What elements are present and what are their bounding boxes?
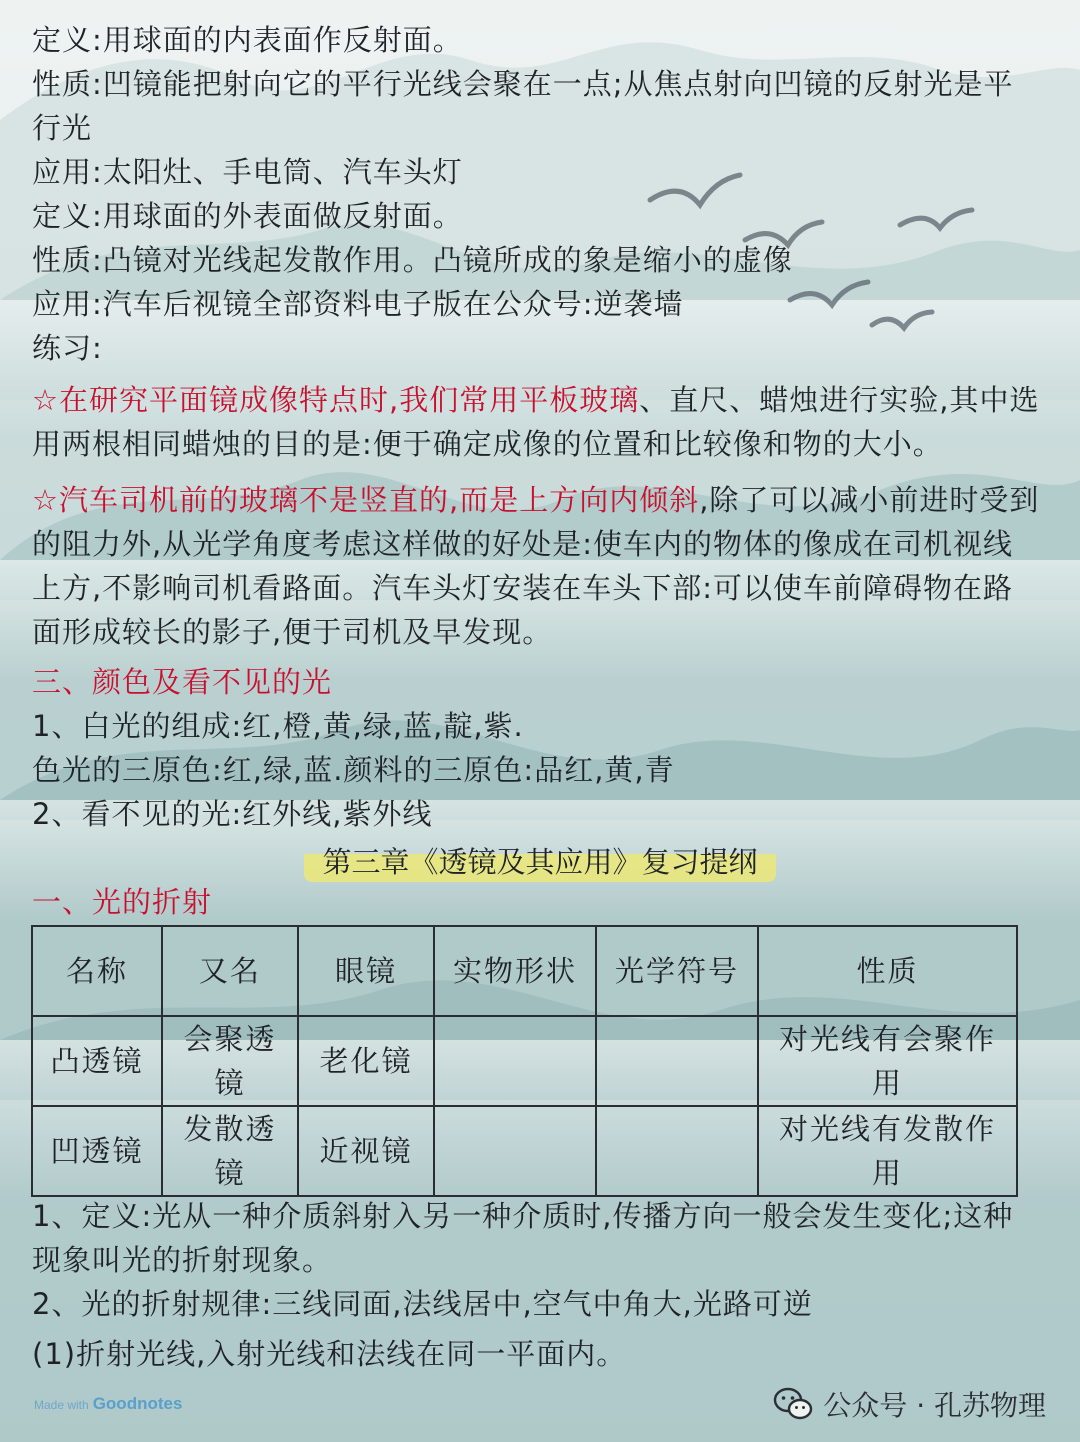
convex-mirror-property: 性质:凸镜对光线起发散作用。凸镜所成的象是缩小的虚像 xyxy=(32,243,793,277)
section-3-heading: 三、颜色及看不见的光 xyxy=(32,665,333,699)
table-header-cell: 名称 xyxy=(32,926,162,1016)
practice-question-1 xyxy=(32,378,1040,466)
refraction-law-item-1: (1)折射光线,入射光线和法线在同一平面内。 xyxy=(32,1337,627,1371)
practice-question-2-rest: ,除了可以减小前进时受到的阻力外,从光学角度考虑这样做的好处是:使车内的物体的像成在司机视线上方,不影响司机看路面。汽车头灯安装在车头下部:可以使车前障碍物在路面形成较长的影子,便于司机及早发现。 xyxy=(32,483,1040,649)
wechat-account-label: 公众号 · 孔苏物理 xyxy=(823,1389,1046,1422)
table-cell: 近视镜 xyxy=(298,1106,434,1196)
table-header-row xyxy=(32,926,1017,1016)
chapter-title-wrap xyxy=(0,842,1080,882)
table-row xyxy=(32,1106,1017,1196)
table-row xyxy=(32,1016,1017,1106)
practice-question-1-rest: 、直尺、蜡烛进行实验,其中选用两根相同蜡烛的目的是:便于确定成像的位置和比较像和物的大小。 xyxy=(32,383,1040,461)
table-cell: 老化镜 xyxy=(298,1016,434,1106)
invisible-light: 2、看不见的光:红外线,紫外线 xyxy=(32,797,433,831)
table-cell xyxy=(434,1016,596,1106)
table-header-cell: 又名 xyxy=(162,926,298,1016)
refraction-heading: 一、光的折射 xyxy=(32,885,213,919)
practice-question-2 xyxy=(32,478,1040,654)
table-cell xyxy=(434,1106,596,1196)
concave-mirror-definition: 定义:用球面的内表面作反射面。 xyxy=(32,23,463,57)
table-cell: 会聚透镜 xyxy=(162,1016,298,1106)
convex-mirror-definition: 定义:用球面的外表面做反射面。 xyxy=(32,199,463,233)
table-cell xyxy=(596,1106,758,1196)
table-header-cell: 眼镜 xyxy=(298,926,434,1016)
goodnotes-watermark xyxy=(34,1394,182,1414)
practice-question-2-highlight: ☆汽车司机前的玻璃不是竖直的,而是上方向内倾斜 xyxy=(32,483,700,517)
made-with-label: Made with xyxy=(34,1398,89,1412)
primary-colors: 色光的三原色:红,绿,蓝.颜料的三原色:品红,黄,青 xyxy=(32,753,675,787)
table-cell: 发散透镜 xyxy=(162,1106,298,1196)
practice-question-1-highlight: ☆在研究平面镜成像特点时,我们常用平板玻璃 xyxy=(32,383,640,417)
table-header-cell: 性质 xyxy=(758,926,1017,1016)
lens-comparison-table xyxy=(31,925,1018,1197)
table-header-cell: 实物形状 xyxy=(434,926,596,1016)
refraction-law: 2、光的折射规律:三线同面,法线居中,空气中角大,光路可逆 xyxy=(32,1287,813,1321)
convex-mirror-application: 应用:汽车后视镜全部资料电子版在公众号:逆袭墙 xyxy=(32,287,684,321)
table-header-cell: 光学符号 xyxy=(596,926,758,1016)
practice-label: 练习: xyxy=(32,331,103,365)
white-light-composition: 1、白光的组成:红,橙,黄,绿,蓝,靛,紫. xyxy=(32,709,524,743)
table-cell: 对光线有发散作用 xyxy=(758,1106,1017,1196)
goodnotes-label: Goodnotes xyxy=(92,1394,183,1413)
table-cell: 凹透镜 xyxy=(32,1106,162,1196)
table-cell: 对光线有会聚作用 xyxy=(758,1016,1017,1106)
refraction-definition: 1、定义:光从一种介质斜射入另一种介质时,传播方向一般会发生变化;这种现象叫光的折射现象。 xyxy=(32,1199,1014,1277)
table-cell xyxy=(596,1016,758,1106)
concave-mirror-application: 应用:太阳灶、手电筒、汽车头灯 xyxy=(32,155,463,189)
wechat-account-watermark xyxy=(773,1384,1046,1424)
wechat-icon xyxy=(773,1387,813,1421)
table-cell: 凸透镜 xyxy=(32,1016,162,1106)
concave-mirror-property: 性质:凹镜能把射向它的平行光线会聚在一点;从焦点射向凹镜的反射光是平行光 xyxy=(32,67,1014,145)
chapter-title: 第三章《透镜及其应用》复习提纲 xyxy=(304,842,775,882)
